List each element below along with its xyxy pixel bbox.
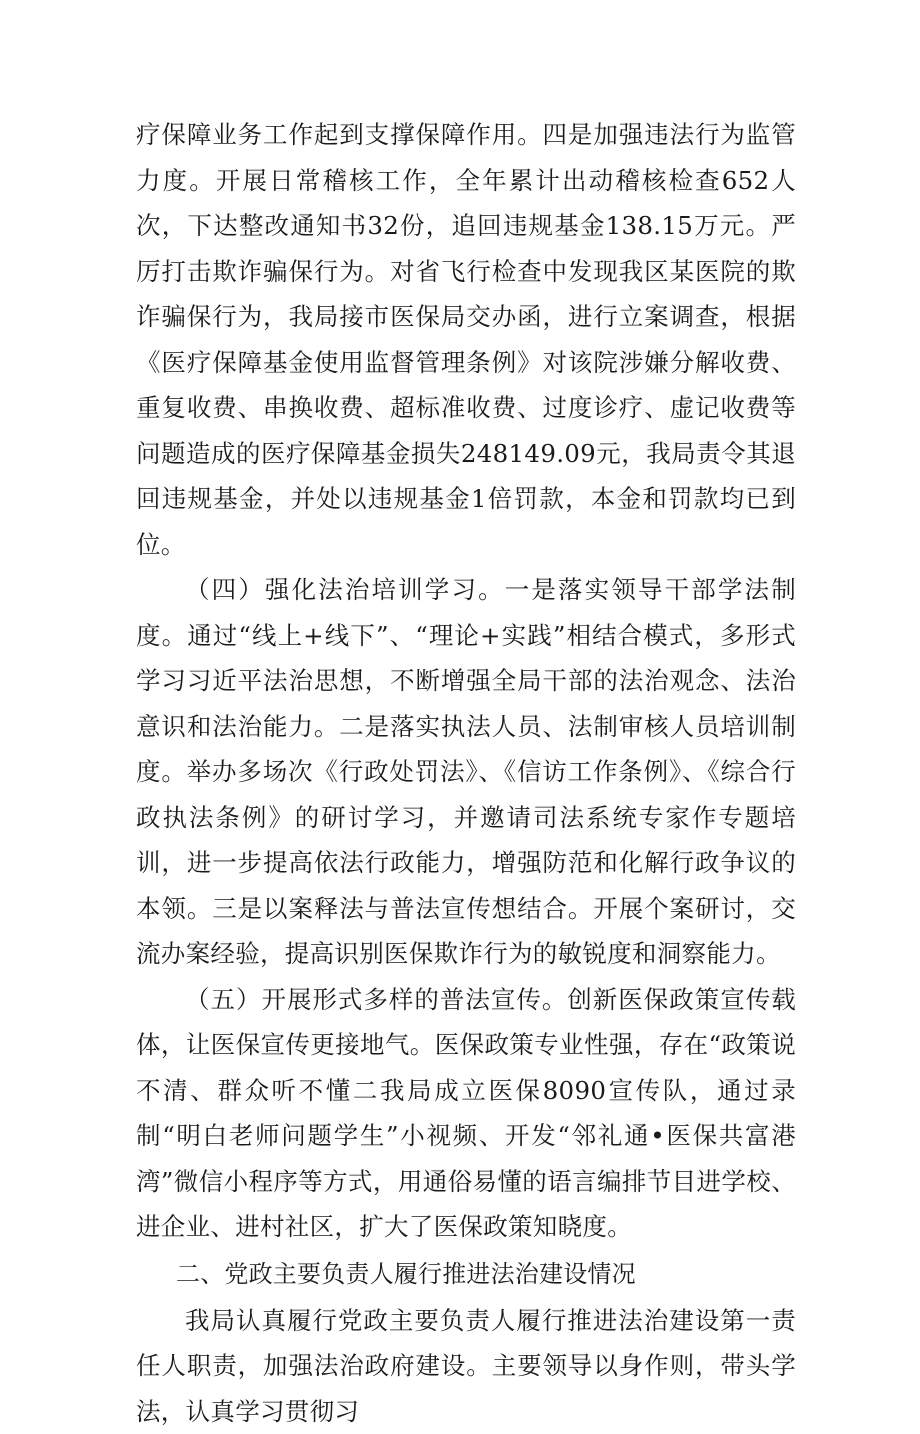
document-body <box>136 112 796 1434</box>
paragraph-supervision: 疗保障业务工作起到支撑保障作用。四是加强违法行为监管力度。开展日常稽核工作，全年累计出动稽核检查652人次，下达整改通知书32份，追回违规基金138.15万元。严厉打击欺诈骗保行为。对省飞行检查中发现我区某医院的欺诈骗保行为，我局接市医保局交办函，进行立案调查，根据《医疗保障基金使用监督管理条例》对该院涉嫌分解收费、重复收费、串换收费、超标准收费、过度诊疗、虚记收费等问题造成的医疗保障基金损失248149.09元，我局责令其退回违规基金，并处以违规基金1倍罚款，本金和罚款均已到位。 <box>136 112 796 567</box>
paragraph-publicity: （五）开展形式多样的普法宣传。创新医保政策宣传载体，让医保宣传更接地气。医保政策专业性强，存在“政策说不清、群众听不懂二我局成立医保8090宣传队，通过录制“明白老师问题学生”小视频、开发“邻礼通•医保共富港湾”微信小程序等方式，用通俗易懂的语言编排节目进学校、进企业、进村社区，扩大了医保政策知晓度。 <box>136 977 796 1250</box>
section-heading: 二、党政主要负责人履行推进法治建设情况 <box>136 1250 796 1298</box>
paragraph-leadership: 我局认真履行党政主要负责人履行推进法治建设第一责任人职责，加强法治政府建设。主要领导以身作则，带头学法，认真学习贯彻习 <box>136 1298 796 1434</box>
paragraph-training: （四）强化法治培训学习。一是落实领导干部学法制度。通过“线上+线下”、“理论+实践”相结合模式，多形式学习习近平法治思想，不断增强全局干部的法治观念、法治意识和法治能力。二是落实执法人员、法制审核人员培训制度。举办多场次《行政处罚法》、《信访工作条例》、《综合行政执法条例》的研讨学习，并邀请司法系统专家作专题培训，进一步提高依法行政能力，增强防范和化解行政争议的本领。三是以案释法与普法宣传想结合。开展个案研讨，交流办案经验，提高识别医保欺诈行为的敏锐度和洞察能力。 <box>136 567 796 977</box>
